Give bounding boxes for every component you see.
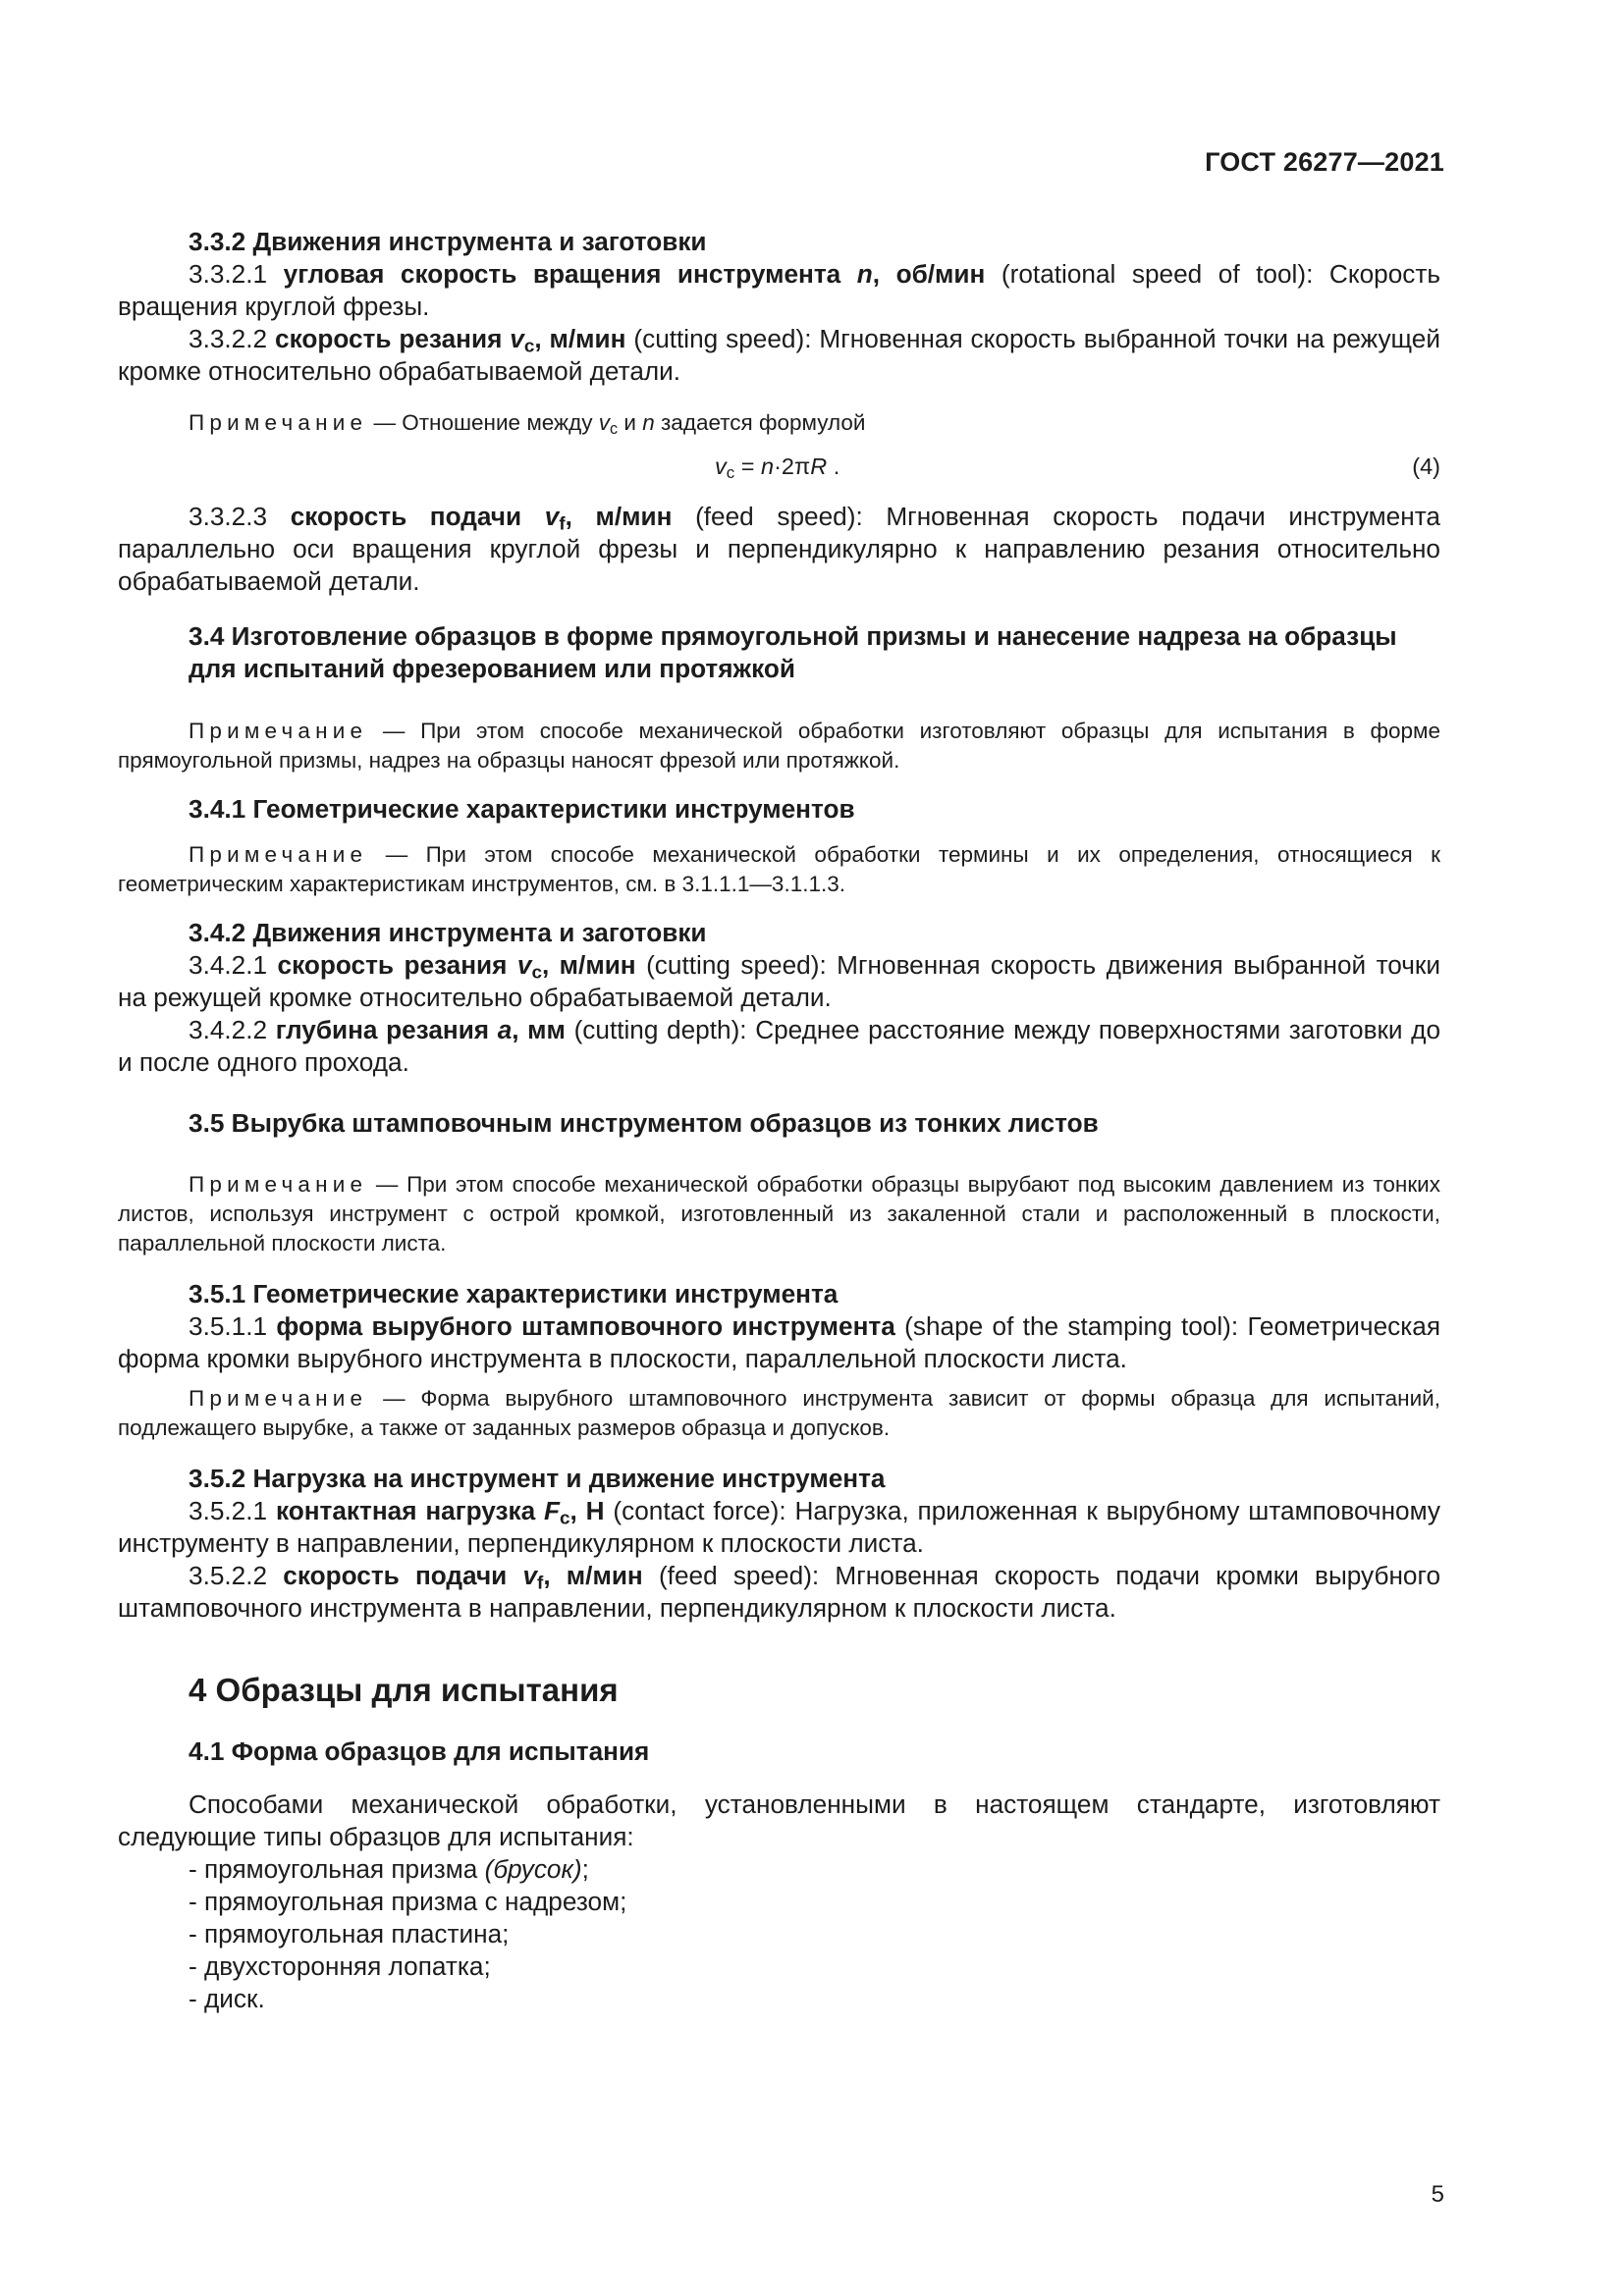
note-3-4: Примечание — При этом способе механической обработки изготовляют образцы для испытания в форме прямоугольной призмы, надрез на образцы наносят фрезой или протяжкой. (118, 719, 1440, 773)
section-4-1-intro: Способами механической обработки, установленными в настоящем стандарте, изготовляют следующие типы образцов для испытания: (118, 1789, 1440, 1851)
section-heading: 3.5.2 Нагрузка на инструмент и движение инструмента (189, 1464, 886, 1493)
section-heading: 3.4 Изготовление образцов в форме прямоугольной призмы и нанесение надреза на образцы для испытаний фрезерованием или протяжкой (189, 621, 1397, 683)
chapter-heading: 4 Образцы для испытания (189, 1672, 619, 1708)
page-number: 5 (1431, 2181, 1444, 2208)
note-3-5-1: Примечание — Форма вырубного штамповочного инструмента зависит от формы образца для испытаний, подлежащего вырубке, а также от заданных размеров образца и допусков. (118, 1386, 1440, 1440)
note-label: Примечание (189, 842, 368, 867)
section-3-4-2 (118, 917, 1440, 1079)
term-3-3-2-3: 3.3.2.3 скорость подачи $v_f$, м/мин (feed speed): Мгновенная скорость подачи инструмента параллельно оси вращения круглой фрезы и перпендикулярно к направлению резания относительно обрабатываемой детали. (118, 502, 1440, 596)
term-3-3-2-1: 3.3.2.1 угловая скорость вращения инструмента n, об/мин (rotational speed of tool): Скорость вращения круглой фрезы. (118, 259, 1441, 321)
formula-4 (118, 454, 1440, 487)
term-3-5-1-1: 3.5.1.1 форма вырубного штамповочного инструмента (shape of the stamping tool): Геометрическая форма кромки вырубного инструмента в плоскости, параллельной плоскости листа. (118, 1311, 1441, 1373)
term-3-5-2-1: 3.5.2.1 контактная нагрузка $F_c$, Н (contact force): Нагрузка, приложенная к вырубному штамповочному инструменту в направлении, перпендикулярном к плоскости листа. (118, 1496, 1440, 1558)
list-item: - прямоугольная призма (брусок); (189, 1854, 589, 1884)
note-label: Примечание (189, 1386, 368, 1411)
formula-number: (4) (1412, 454, 1440, 479)
section-3-3-2 (118, 226, 1440, 388)
section-3-4-1 (118, 793, 1440, 826)
note-label: Примечание (189, 410, 368, 435)
section-3-5 (118, 1107, 1440, 1140)
section-3-5-1 (118, 1278, 1440, 1375)
section-4-1 (118, 1735, 1440, 1768)
note-3-3-2: Примечание — Отношение между $v_c$ и n задается формулой (189, 410, 866, 439)
section-3-5-2 (118, 1463, 1440, 1625)
note-3-5: Примечание — При этом способе механической обработки образцы вырубают под высоким давлением из тонких листов, используя инструмент с острой кромкой, изготовленный из закаленной стали и расположенный в плоскости, параллельной плоскости листа. (118, 1172, 1440, 1255)
section-heading: 3.4.1 Геометрические характеристики инструментов (189, 794, 855, 824)
section-heading: 3.5 Вырубка штамповочным инструментом образцов из тонких листов (189, 1108, 1099, 1138)
list-item: - прямоугольная призма с надрезом; (189, 1887, 627, 1916)
section-4 (118, 1671, 1440, 1710)
section-heading: 3.4.2 Движения инструмента и заготовки (189, 918, 707, 947)
section-4-1-body (118, 1789, 1440, 2015)
note-label: Примечание (189, 1172, 368, 1197)
section-heading: 4.1 Форма образцов для испытания (189, 1736, 650, 1766)
note-label: Примечание (189, 719, 368, 743)
formula-expression: $v_c = n\cdot 2\pi R$ . (715, 454, 840, 483)
list-item: - прямоугольная пластина; (189, 1919, 510, 1949)
term-3-4-2-1: 3.4.2.1 скорость резания $v_c$, м/мин (cutting speed): Мгновенная скорость движения выбранной точки на режущей кромке относительно обрабатываемой детали. (118, 950, 1441, 1012)
section-heading: 3.5.1 Геометрические характеристики инструмента (189, 1279, 839, 1308)
specimen-types-list (118, 1853, 1440, 2015)
term-3-5-2-2: 3.5.2.2 скорость подачи $v_f$, м/мин (feed speed): Мгновенная скорость подачи кромки вырубного штамповочного инструмента в направлении, перпендикулярном к плоскости листа. (118, 1561, 1441, 1623)
standard-code: ГОСТ 26277—2021 (1205, 147, 1444, 177)
section-heading: 3.3.2 Движения инструмента и заготовки (189, 227, 707, 256)
term-3-3-2-2: 3.3.2.2 скорость резания $v_c$, м/мин (cutting speed): Мгновенная скорость выбранной точки на режущей кромке относительно обрабатываемой детали. (118, 324, 1441, 386)
note-3-4-1: Примечание — При этом способе механической обработки термины и их определения, относящиеся к геометрическим характеристикам инструментов, см. в 3.1.1.1—3.1.1.3. (118, 842, 1440, 896)
section-3-4 (118, 620, 1440, 685)
list-item: - двухсторонняя лопатка; (189, 1951, 491, 1981)
term-3-4-2-2: 3.4.2.2 глубина резания a, мм (cutting depth): Среднее расстояние между поверхностями заготовки до и после одного прохода. (118, 1015, 1441, 1077)
list-item: - диск. (189, 1984, 265, 2013)
